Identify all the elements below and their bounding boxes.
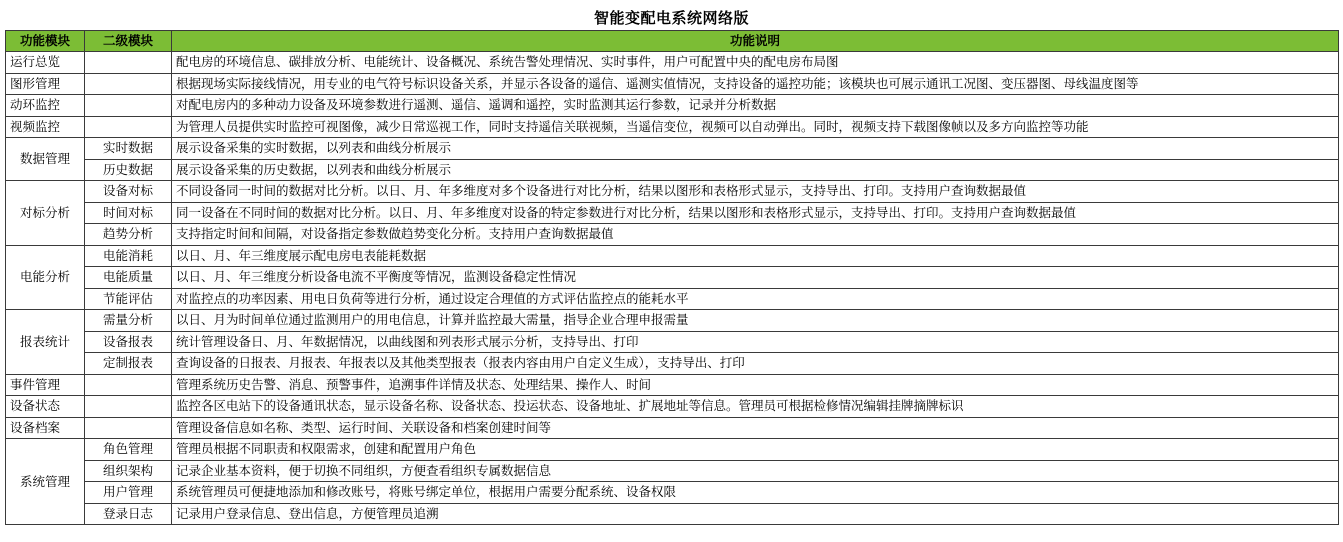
description-cell: 统计管理设备日、月、年数据情况，以曲线图和列表形式展示分析，支持导出、打印 [172, 331, 1339, 353]
module-cell: 视频监控 [6, 116, 85, 138]
table-row [6, 374, 1339, 396]
module-cell: 动环监控 [6, 95, 85, 117]
table-row [6, 310, 1339, 332]
module-cell: 设备状态 [6, 396, 85, 418]
description-cell: 对配电房内的多种动力设备及环境参数进行遥测、遥信、遥调和遥控，实时监测其运行参数，记录并分析数据 [172, 95, 1339, 117]
module-cell: 运行总览 [6, 52, 85, 74]
submodule-cell [85, 52, 172, 74]
submodule-cell: 设备对标 [85, 181, 172, 203]
description-cell: 系统管理员可便捷地添加和修改账号，将账号绑定单位，根据用户需要分配系统、设备权限 [172, 482, 1339, 504]
description-cell: 记录企业基本资料，便于切换不同组织，方便查看组织专属数据信息 [172, 460, 1339, 482]
description-cell: 不同设备同一时间的数据对比分析。以日、月、年多维度对多个设备进行对比分析，结果以图形和表格形式显示，支持导出、打印。支持用户查询数据最值 [172, 181, 1339, 203]
submodule-cell [85, 116, 172, 138]
table-row [6, 331, 1339, 353]
table-row [6, 288, 1339, 310]
table-row [6, 460, 1339, 482]
description-cell: 查询设备的日报表、月报表、年报表以及其他类型报表（报表内容由用户自定义生成），支持导出、打印 [172, 353, 1339, 375]
description-cell: 为管理人员提供实时监控可视图像，减少日常巡视工作，同时支持遥信关联视频，当遥信变位，视频可以自动弹出。同时，视频支持下载图像帧以及多方向监控等功能 [172, 116, 1339, 138]
table-row [6, 95, 1339, 117]
description-cell: 展示设备采集的实时数据，以列表和曲线分析展示 [172, 138, 1339, 160]
table-row [6, 245, 1339, 267]
module-cell: 系统管理 [6, 439, 85, 525]
description-cell: 记录用户登录信息、登出信息，方便管理员追溯 [172, 503, 1339, 525]
submodule-cell: 电能质量 [85, 267, 172, 289]
submodule-cell: 时间对标 [85, 202, 172, 224]
description-cell: 根据现场实际接线情况，用专业的电气符号标识设备关系，并显示各设备的遥信、遥测实值情况，支持设备的遥控功能；该模块也可展示通讯工况图、变压器图、母线温度图等 [172, 73, 1339, 95]
description-cell: 对监控点的功率因素、用电日负荷等进行分析，通过设定合理值的方式评估监控点的能耗水平 [172, 288, 1339, 310]
table-row [6, 202, 1339, 224]
table-row [6, 353, 1339, 375]
submodule-cell [85, 417, 172, 439]
description-cell: 同一设备在不同时间的数据对比分析。以日、月、年多维度对设备的特定参数进行对比分析，结果以图形和表格形式显示，支持导出、打印。支持用户查询数据最值 [172, 202, 1339, 224]
submodule-cell: 历史数据 [85, 159, 172, 181]
submodule-cell: 登录日志 [85, 503, 172, 525]
description-cell: 以日、月、年三维度展示配电房电表能耗数据 [172, 245, 1339, 267]
table-row [6, 52, 1339, 74]
table-row [6, 181, 1339, 203]
description-cell: 以日、月为时间单位通过监测用户的用电信息，计算并监控最大需量，指导企业合理申报需量 [172, 310, 1339, 332]
table-row [6, 224, 1339, 246]
description-cell: 管理设备信息如名称、类型、运行时间、关联设备和档案创建时间等 [172, 417, 1339, 439]
header-row [6, 31, 1339, 52]
submodule-cell: 节能评估 [85, 288, 172, 310]
table-row [6, 138, 1339, 160]
submodule-cell: 定制报表 [85, 353, 172, 375]
submodule-cell [85, 374, 172, 396]
submodule-cell: 电能消耗 [85, 245, 172, 267]
submodule-cell [85, 73, 172, 95]
module-cell: 图形管理 [6, 73, 85, 95]
submodule-cell: 角色管理 [85, 439, 172, 461]
description-cell: 管理员根据不同职责和权限需求，创建和配置用户角色 [172, 439, 1339, 461]
table-row [6, 116, 1339, 138]
description-cell: 配电房的环境信息、碳排放分析、电能统计、设备概况、系统告警处理情况、实时事件，用户可配置中央的配电房布局图 [172, 52, 1339, 74]
submodule-cell: 需量分析 [85, 310, 172, 332]
submodule-cell: 趋势分析 [85, 224, 172, 246]
description-cell: 以日、月、年三维度分析设备电流不平衡度等情况，监测设备稳定性情况 [172, 267, 1339, 289]
submodule-cell: 设备报表 [85, 331, 172, 353]
table-row [6, 73, 1339, 95]
table-row [6, 417, 1339, 439]
header-submodule: 二级模块 [85, 31, 172, 52]
table-row [6, 439, 1339, 461]
module-cell: 事件管理 [6, 374, 85, 396]
table-row [6, 267, 1339, 289]
header-module: 功能模块 [6, 31, 85, 52]
description-cell: 监控各区电站下的设备通讯状态，显示设备名称、设备状态、投运状态、设备地址、扩展地址等信息。管理员可根据检修情况编辑挂牌摘牌标识 [172, 396, 1339, 418]
header-description: 功能说明 [172, 31, 1339, 52]
page-title: 智能变配电系统网络版 [593, 9, 749, 27]
module-cell: 报表统计 [6, 310, 85, 375]
submodule-cell: 用户管理 [85, 482, 172, 504]
function-table [5, 30, 1339, 525]
submodule-cell: 组织架构 [85, 460, 172, 482]
module-cell: 数据管理 [6, 138, 85, 181]
description-cell: 管理系统历史告警、消息、预警事件，追溯事件详情及状态、处理结果、操作人、时间 [172, 374, 1339, 396]
module-cell: 设备档案 [6, 417, 85, 439]
submodule-cell [85, 95, 172, 117]
description-cell: 展示设备采集的历史数据，以列表和曲线分析展示 [172, 159, 1339, 181]
description-cell: 支持指定时间和间隔，对设备指定参数做趋势变化分析。支持用户查询数据最值 [172, 224, 1339, 246]
submodule-cell: 实时数据 [85, 138, 172, 160]
module-cell: 电能分析 [6, 245, 85, 310]
module-cell: 对标分析 [6, 181, 85, 246]
table-row [6, 159, 1339, 181]
table-row [6, 503, 1339, 525]
submodule-cell [85, 396, 172, 418]
table-row [6, 482, 1339, 504]
table-row [6, 396, 1339, 418]
